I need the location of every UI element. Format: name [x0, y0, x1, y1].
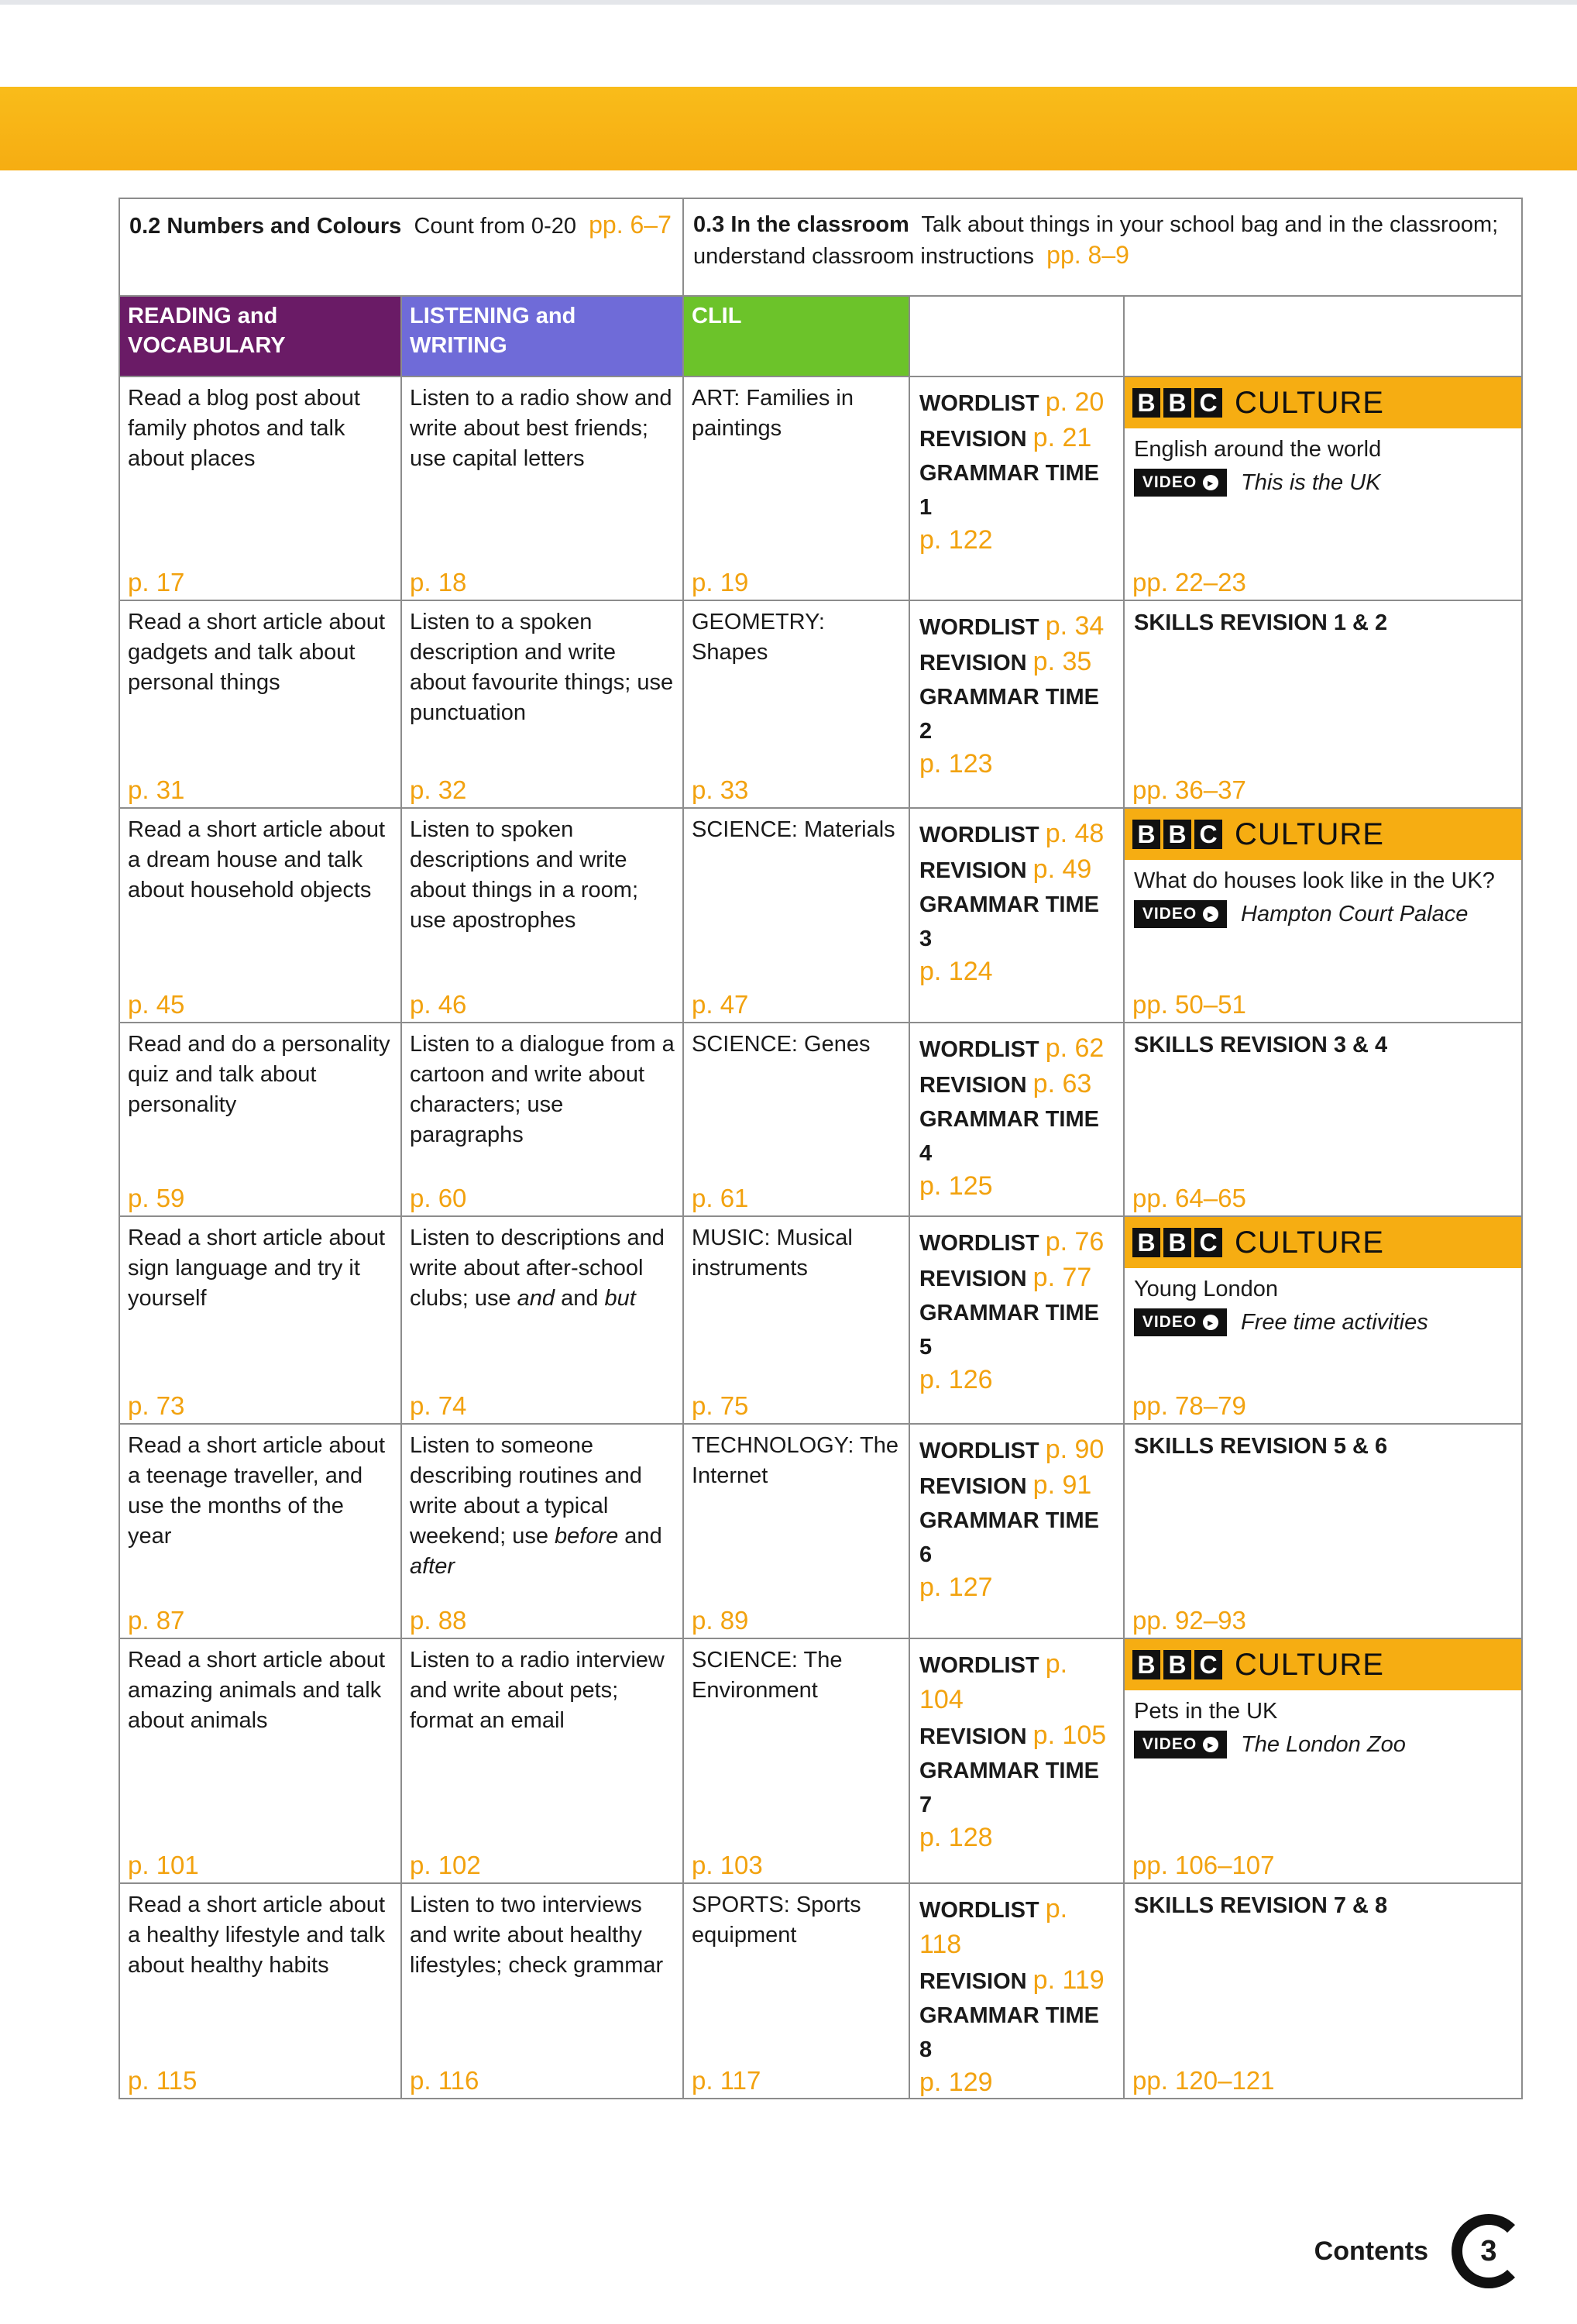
wordlist-page: p. 48: [1045, 819, 1105, 848]
revision-label: REVISION: [919, 1969, 1027, 1994]
wordlist-block: [910, 1884, 1123, 2098]
grammar-label: GRAMMAR TIME: [919, 892, 1099, 917]
culture-label: CULTURE: [1235, 816, 1384, 851]
culture-cell: [1124, 376, 1522, 600]
clil-cell: [683, 1638, 909, 1883]
contents-table-wrapper: [119, 198, 1521, 2099]
video-title: Free time activities: [1241, 1309, 1428, 1335]
bbc-letter: B: [1132, 1650, 1160, 1679]
bbc-letter: B: [1163, 820, 1191, 849]
culture-label: CULTURE: [1235, 385, 1384, 420]
intro-right-title: 0.3 In the classroom: [693, 212, 909, 237]
wordlist-label: WORDLIST: [919, 615, 1039, 640]
play-icon: ▸: [1203, 475, 1218, 490]
listening-page: p. 102: [410, 1851, 481, 1879]
clil-cell: [683, 1216, 909, 1424]
reading-page: p. 101: [128, 1851, 199, 1879]
listening-italic-1: before: [555, 1524, 619, 1549]
wordlist-cell: [909, 600, 1124, 808]
wordlist-label: WORDLIST: [919, 391, 1039, 416]
grammar-page: p. 124: [919, 957, 993, 986]
reading-cell: [119, 376, 401, 600]
wordlist-block: [910, 1639, 1123, 1853]
bbc-letter: B: [1132, 820, 1160, 849]
revision-label: REVISION: [919, 427, 1027, 452]
video-row: [1125, 896, 1521, 928]
play-icon: ▸: [1203, 1737, 1218, 1752]
culture-page: pp. 22–23: [1132, 568, 1246, 596]
bbc-letter: C: [1194, 820, 1222, 849]
grammar-number: 3: [919, 927, 933, 951]
culture-page: pp. 50–51: [1132, 990, 1246, 1019]
intro-unit-0-3: [683, 198, 1522, 296]
grammar-page: p. 123: [919, 749, 993, 779]
clil-cell: [683, 1023, 909, 1216]
bbc-logo: [1132, 1650, 1222, 1679]
listening-page: p. 46: [410, 990, 467, 1019]
clil-page: p. 33: [692, 775, 749, 804]
page-footer: [1314, 2214, 1526, 2288]
listening-cell: [401, 1883, 683, 2099]
clil-cell: [683, 1424, 909, 1638]
culture-page: pp. 92–93: [1132, 1606, 1246, 1635]
grammar-label: GRAMMAR TIME: [919, 1758, 1099, 1783]
bbc-letter: B: [1132, 1228, 1160, 1257]
intro-unit-0-2: [119, 198, 683, 296]
reading-cell: [119, 808, 401, 1023]
listening-text-a: Listen to descriptions and write about after-school clubs; use: [410, 1226, 665, 1311]
video-badge: [1134, 469, 1227, 497]
skills-revision-cell: [1124, 1023, 1522, 1216]
reading-text: Read a short article about sign language and try it yourself: [128, 1226, 386, 1311]
culture-subtitle: Young London: [1134, 1277, 1279, 1301]
grammar-number: 1: [919, 495, 933, 520]
listening-text: [402, 1425, 682, 1582]
bbc-logo: [1132, 388, 1222, 418]
grammar-label: GRAMMAR TIME: [919, 1301, 1099, 1325]
reading-page: p. 17: [128, 568, 185, 596]
video-badge: [1134, 1731, 1227, 1758]
reading-text: Read a short article about a teenage traveller, and use the months of the year: [128, 1433, 386, 1549]
revision-page: p. 21: [1032, 423, 1092, 452]
listening-text: Listen to a radio show and write about best friends; use capital letters: [410, 386, 672, 471]
reading-page: p. 45: [128, 990, 185, 1019]
wordlist-label: WORDLIST: [919, 1037, 1039, 1062]
wordlist-label: WORDLIST: [919, 1439, 1039, 1463]
culture-subtitle: What do houses look like in the UK?: [1134, 868, 1495, 893]
video-badge: [1134, 1308, 1227, 1336]
video-title: The London Zoo: [1241, 1731, 1406, 1757]
clil-text: SPORTS: Sports equipment: [692, 1893, 861, 1948]
reading-cell: [119, 1216, 401, 1424]
intro-left-title: 0.2 Numbers and Colours: [129, 214, 402, 239]
video-title: This is the UK: [1241, 469, 1381, 495]
reading-cell: [119, 1638, 401, 1883]
culture-label: CULTURE: [1235, 1225, 1384, 1260]
clil-page: p. 61: [692, 1184, 749, 1212]
reading-cell: [119, 1023, 401, 1216]
grammar-page: p. 129: [919, 2068, 993, 2097]
reading-text: Read a short article about a healthy lifestyle and talk about healthy habits: [128, 1893, 386, 1978]
video-label: VIDEO: [1142, 1735, 1197, 1753]
listening-text: Listen to a spoken description and write about favourite things; use punctuation: [410, 610, 674, 725]
listening-page: p. 116: [410, 2066, 479, 2095]
grammar-page: p. 128: [919, 1823, 993, 1852]
top-rule: [0, 0, 1577, 5]
reading-text: Read a short article about amazing animals and talk about animals: [128, 1648, 386, 1733]
listening-page: p. 88: [410, 1606, 467, 1635]
revision-label: REVISION: [919, 1724, 1027, 1749]
reading-page: p. 73: [128, 1391, 185, 1420]
intro-right-pages: pp. 8–9: [1046, 241, 1129, 269]
grammar-number: 5: [919, 1335, 933, 1360]
skills-revision: SKILLS REVISION 5 & 6: [1134, 1434, 1388, 1459]
grammar-number: 8: [919, 2037, 933, 2062]
wordlist-page: p. 118: [919, 1894, 1068, 1959]
video-row: [1125, 464, 1521, 497]
header-banner: [0, 87, 1577, 170]
grammar-page: p. 127: [919, 1573, 993, 1602]
skills-revision-cell: [1124, 600, 1522, 808]
listening-cell: [401, 1216, 683, 1424]
culture-header: [1125, 1639, 1521, 1690]
culture-page: pp. 36–37: [1132, 775, 1246, 804]
revision-label: REVISION: [919, 1474, 1027, 1499]
listening-text: Listen to a radio interview and write about pets; format an email: [410, 1648, 665, 1733]
wordlist-page: p. 104: [919, 1649, 1068, 1714]
reading-page: p. 31: [128, 775, 185, 804]
wordlist-label: WORDLIST: [919, 1231, 1039, 1256]
header-clil: CLIL: [683, 296, 909, 376]
listening-page: p. 60: [410, 1184, 467, 1212]
reading-text: Read a short article about gadgets and talk about personal things: [128, 610, 386, 695]
clil-page: p. 47: [692, 990, 749, 1019]
skills-revision: SKILLS REVISION 1 & 2: [1134, 610, 1388, 635]
reading-text: Read and do a personality quiz and talk about personality: [128, 1032, 390, 1117]
wordlist-label: WORDLIST: [919, 1653, 1039, 1678]
clil-text: MUSIC: Musical instruments: [692, 1226, 853, 1281]
wordlist-block: [910, 1217, 1123, 1395]
grammar-page: p. 126: [919, 1365, 993, 1394]
play-icon: ▸: [1203, 906, 1218, 922]
unit-row: [119, 1883, 1522, 2099]
clil-page: p. 89: [692, 1606, 749, 1635]
wordlist-label: WORDLIST: [919, 1898, 1039, 1923]
video-title: Hampton Court Palace: [1241, 901, 1469, 927]
unit-row: [119, 1424, 1522, 1638]
header-blank-culture: [1124, 296, 1522, 376]
wordlist-cell: [909, 1424, 1124, 1638]
header-reading-vocabulary: READING and VOCABULARY: [119, 296, 401, 376]
grammar-number: 2: [919, 719, 933, 744]
grammar-number: 4: [919, 1141, 933, 1166]
clil-text: GEOMETRY: Shapes: [692, 610, 825, 665]
clil-page: p. 117: [692, 2066, 761, 2095]
contents-table: [119, 198, 1523, 2099]
unit-row: [119, 600, 1522, 808]
skills-revision-cell: [1124, 1424, 1522, 1638]
culture-subtitle: English around the world: [1134, 437, 1382, 462]
bbc-letter: B: [1132, 388, 1160, 418]
bbc-letter: C: [1194, 388, 1222, 418]
revision-page: p. 119: [1032, 1965, 1105, 1995]
clil-text: SCIENCE: Genes: [692, 1032, 871, 1057]
wordlist-label: WORDLIST: [919, 823, 1039, 847]
intro-left-desc: Count from 0-20: [414, 214, 576, 239]
culture-header: [1125, 377, 1521, 428]
clil-page: p. 103: [692, 1851, 763, 1879]
culture-page: pp. 106–107: [1132, 1851, 1275, 1879]
culture-header: [1125, 809, 1521, 860]
bbc-letter: B: [1163, 1650, 1191, 1679]
clil-text: SCIENCE: The Environment: [692, 1648, 843, 1703]
reading-page: p. 115: [128, 2066, 198, 2095]
unit-row: [119, 1638, 1522, 1883]
unit-row: [119, 376, 1522, 600]
intro-row: [119, 198, 1522, 296]
listening-text: Listen to two interviews and write about healthy lifestyles; check grammar: [410, 1893, 664, 1978]
grammar-label: GRAMMAR TIME: [919, 2003, 1099, 2028]
grammar-label: GRAMMAR TIME: [919, 685, 1099, 710]
grammar-number: 6: [919, 1542, 933, 1567]
reading-page: p. 59: [128, 1184, 185, 1212]
listening-cell: [401, 1023, 683, 1216]
reading-cell: [119, 1883, 401, 2099]
unit-row: [119, 1023, 1522, 1216]
clil-cell: [683, 376, 909, 600]
wordlist-block: [910, 601, 1123, 779]
revision-page: p. 77: [1032, 1263, 1092, 1292]
listening-italic-1: and: [517, 1286, 555, 1311]
grammar-label: GRAMMAR TIME: [919, 1508, 1099, 1533]
culture-cell: [1124, 1638, 1522, 1883]
reading-cell: [119, 1424, 401, 1638]
header-row: [119, 296, 1522, 376]
listening-text: Listen to a dialogue from a cartoon and write about characters; use paragraphs: [410, 1032, 675, 1147]
video-label: VIDEO: [1142, 473, 1197, 491]
clil-page: p. 19: [692, 568, 749, 596]
play-icon: ▸: [1203, 1315, 1218, 1330]
video-row: [1125, 1726, 1521, 1758]
culture-header: [1125, 1217, 1521, 1268]
culture-page: pp. 120–121: [1132, 2066, 1275, 2095]
listening-cell: [401, 1638, 683, 1883]
listening-text-a: Listen to someone describing routines and write about a typical weekend; use: [410, 1433, 642, 1549]
video-label: VIDEO: [1142, 1313, 1197, 1331]
unit-row: [119, 1216, 1522, 1424]
listening-text: [402, 1217, 682, 1314]
culture-cell: [1124, 808, 1522, 1023]
wordlist-block: [910, 377, 1123, 555]
listening-text-b: and: [555, 1286, 605, 1311]
listening-italic-2: after: [410, 1554, 455, 1579]
grammar-number: 7: [919, 1793, 933, 1817]
clil-cell: [683, 600, 909, 808]
bbc-letter: B: [1163, 1228, 1191, 1257]
clil-cell: [683, 1883, 909, 2099]
wordlist-block: [910, 809, 1123, 987]
wordlist-page: p. 90: [1045, 1435, 1105, 1464]
reading-page: p. 87: [128, 1606, 185, 1635]
wordlist-cell: [909, 1216, 1124, 1424]
bbc-logo: [1132, 1228, 1222, 1257]
wordlist-page: p. 34: [1045, 611, 1105, 641]
video-badge: [1134, 900, 1227, 928]
footer-label: Contents: [1314, 2236, 1428, 2266]
skills-revision: SKILLS REVISION 3 & 4: [1134, 1033, 1388, 1057]
skills-revision: SKILLS REVISION 7 & 8: [1134, 1893, 1388, 1918]
grammar-page: p. 122: [919, 525, 993, 555]
bbc-letter: C: [1194, 1228, 1222, 1257]
grammar-page: p. 125: [919, 1171, 993, 1201]
clil-cell: [683, 808, 909, 1023]
listening-italic-2: but: [604, 1286, 636, 1311]
wordlist-block: [910, 1425, 1123, 1603]
wordlist-cell: [909, 1638, 1124, 1883]
reading-cell: [119, 600, 401, 808]
wordlist-page: p. 76: [1045, 1227, 1105, 1257]
culture-page: pp. 78–79: [1132, 1391, 1246, 1420]
grammar-label: GRAMMAR TIME: [919, 1107, 1099, 1132]
listening-page: p. 74: [410, 1391, 467, 1420]
wordlist-cell: [909, 808, 1124, 1023]
clil-page: p. 75: [692, 1391, 749, 1420]
wordlist-page: p. 62: [1045, 1033, 1105, 1063]
listening-cell: [401, 1424, 683, 1638]
intro-right-desc: Talk about things in your school bag and in the classroom; understand classroom instructions: [693, 212, 1499, 269]
header-blank-wordlist: [909, 296, 1124, 376]
revision-page: p. 49: [1032, 854, 1092, 884]
wordlist-block: [910, 1023, 1123, 1202]
revision-page: p. 91: [1032, 1470, 1092, 1500]
grammar-label: GRAMMAR TIME: [919, 461, 1099, 486]
revision-label: REVISION: [919, 1073, 1027, 1098]
listening-page: p. 32: [410, 775, 467, 804]
listening-cell: [401, 808, 683, 1023]
culture-subtitle: Pets in the UK: [1134, 1699, 1278, 1724]
revision-page: p. 63: [1032, 1069, 1092, 1098]
wordlist-cell: [909, 376, 1124, 600]
listening-text-b: and: [618, 1524, 662, 1549]
clil-text: SCIENCE: Materials: [692, 817, 895, 842]
intro-left-pages: pp. 6–7: [589, 211, 672, 239]
listening-page: p. 18: [410, 568, 467, 596]
culture-cell: [1124, 1216, 1522, 1424]
clil-text: ART: Families in paintings: [692, 386, 854, 441]
video-label: VIDEO: [1142, 905, 1197, 923]
reading-text: Read a blog post about family photos and talk about places: [128, 386, 360, 471]
culture-page: pp. 64–65: [1132, 1184, 1246, 1212]
revision-label: REVISION: [919, 1267, 1027, 1291]
revision-page: p. 35: [1032, 647, 1092, 676]
unit-row: [119, 808, 1522, 1023]
bbc-logo: [1132, 820, 1222, 849]
listening-cell: [401, 600, 683, 808]
header-listening-writing: LISTENING and WRITING: [401, 296, 683, 376]
reading-text: Read a short article about a dream house and talk about household objects: [128, 817, 386, 902]
revision-label: REVISION: [919, 651, 1027, 676]
clil-text: TECHNOLOGY: The Internet: [692, 1433, 898, 1488]
wordlist-page: p. 20: [1045, 387, 1105, 417]
revision-page: p. 105: [1032, 1721, 1107, 1750]
bbc-letter: C: [1194, 1650, 1222, 1679]
wordlist-cell: [909, 1883, 1124, 2099]
listening-text: Listen to spoken descriptions and write about things in a room; use apostrophes: [410, 817, 639, 933]
culture-label: CULTURE: [1235, 1647, 1384, 1682]
listening-cell: [401, 376, 683, 600]
bbc-letter: B: [1163, 388, 1191, 418]
page-number: 3: [1452, 2214, 1526, 2288]
revision-label: REVISION: [919, 858, 1027, 883]
video-row: [1125, 1304, 1521, 1336]
skills-revision-cell: [1124, 1883, 1522, 2099]
wordlist-cell: [909, 1023, 1124, 1216]
